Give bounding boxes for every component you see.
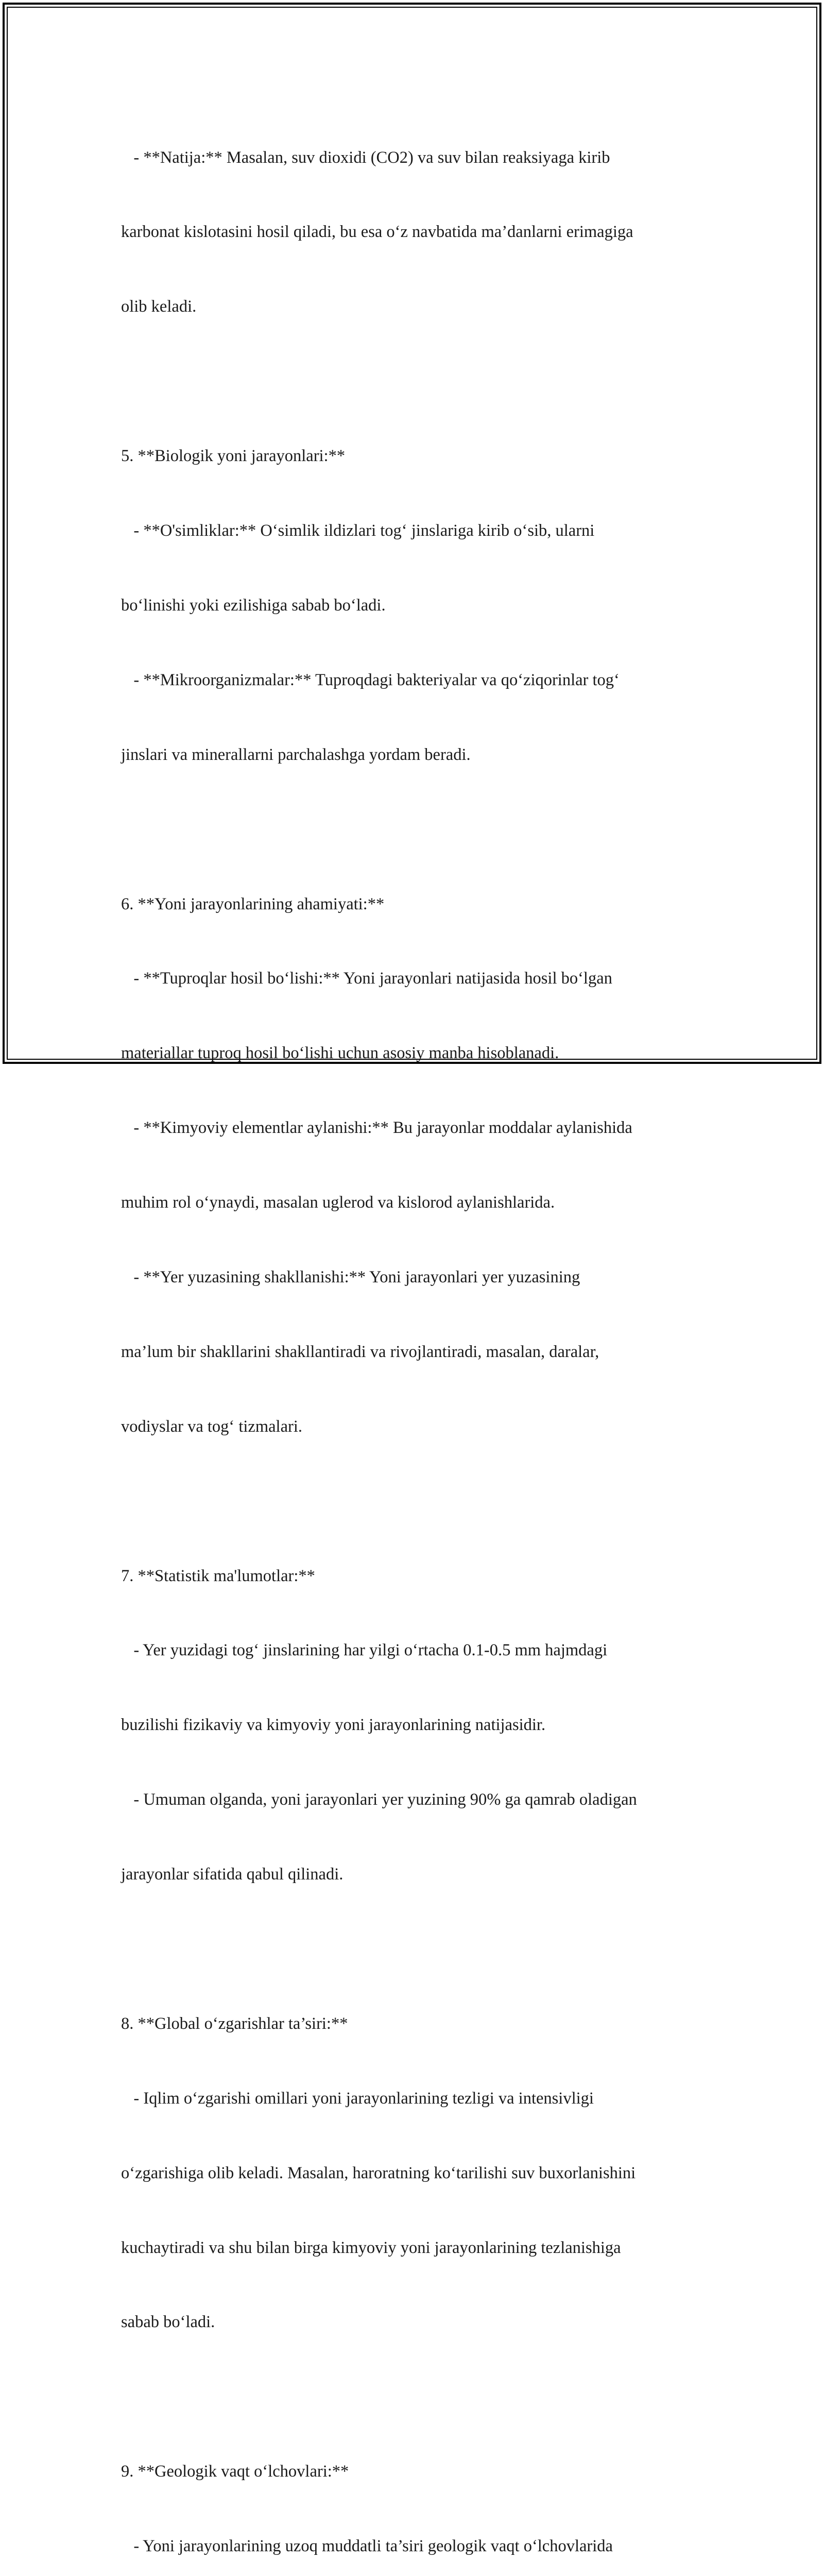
section-6-ahamiyati bbox=[121, 842, 713, 1489]
paragraph-natija bbox=[121, 95, 713, 369]
section-heading: 8. **Global o‘zgarishlar ta’siri:** bbox=[121, 2014, 348, 2033]
text-line: vodiyslar va tog‘ tizmalari. bbox=[121, 1417, 302, 1436]
text-line: kuchaytiradi va shu bilan birga kimyoviy yoni jarayonlarining tezlanishiga bbox=[121, 2238, 621, 2257]
text-line: - **Tuproqlar hosil bo‘lishi:** Yoni jarayonlari natijasida hosil bo‘lgan bbox=[121, 969, 612, 988]
text-line: buzilishi fizikaviy va kimyoviy yoni jarayonlarining natijasidir. bbox=[121, 1716, 546, 1735]
section-9-geologik bbox=[121, 2410, 713, 2576]
text-line: sabab bo‘ladi. bbox=[121, 2313, 215, 2332]
text-line: muhim rol o‘ynaydi, masalan uglerod va kislorod aylanishlarida. bbox=[121, 1193, 555, 1212]
section-5-biologik bbox=[121, 394, 713, 817]
text-line: jinslari va minerallarni parchalashga yordam beradi. bbox=[121, 745, 471, 764]
text-line: - **Natija:** Masalan, suv dioxidi (CO2) va suv bilan reaksiyaga kirib bbox=[121, 148, 610, 167]
text-line: - Umuman olganda, yoni jarayonlari yer yuzining 90% ga qamrab oladigan bbox=[121, 1790, 637, 1809]
text-line: - Iqlim o‘zgarishi omillari yoni jarayonlarining tezligi va intensivligi bbox=[121, 2089, 594, 2108]
text-line: - **Mikroorganizmalar:** Tuproqdagi bakteriyalar va qo‘ziqorinlar tog‘ bbox=[121, 670, 620, 689]
section-7-statistik bbox=[121, 1514, 713, 1937]
text-line: - Yoni jarayonlarining uzoq muddatli ta’siri geologik vaqt o‘lchovlarida bbox=[121, 2537, 613, 2556]
section-8-global bbox=[121, 1961, 713, 2384]
text-line: ma’lum bir shakllarini shakllantiradi va rivojlantiradi, masalan, daralar, bbox=[121, 1342, 599, 1361]
section-heading: 7. **Statistik ma'lumotlar:** bbox=[121, 1566, 315, 1585]
text-line: - **Yer yuzasining shakllanishi:** Yoni jarayonlari yer yuzasining bbox=[121, 1267, 580, 1286]
section-heading: 6. **Yoni jarayonlarining ahamiyati:** bbox=[121, 894, 385, 913]
section-heading: 9. **Geologik vaqt o‘lchovlari:** bbox=[121, 2462, 349, 2481]
section-heading: 5. **Biologik yoni jarayonlari:** bbox=[121, 447, 346, 466]
text-line: - **Kimyoviy elementlar aylanishi:** Bu jarayonlar moddalar aylanishida bbox=[121, 1118, 632, 1138]
text-line: - **O'simliklar:** O‘simlik ildizlari tog‘ jinslariga kirib o‘sib, ularni bbox=[121, 521, 595, 540]
text-line: materiallar tuproq hosil bo‘lishi uchun asosiy manba hisoblanadi. bbox=[121, 1044, 559, 1063]
document-body bbox=[121, 95, 713, 2576]
text-line: - Yer yuzidagi tog‘ jinslarining har yilgi o‘rtacha 0.1-0.5 mm hajmdagi bbox=[121, 1641, 608, 1660]
text-line: karbonat kislotasini hosil qiladi, bu esa o‘z navbatida ma’danlarni erimagiga bbox=[121, 223, 633, 242]
text-line: jarayonlar sifatida qabul qilinadi. bbox=[121, 1865, 344, 1884]
text-line: olib keladi. bbox=[121, 297, 197, 316]
text-line: bo‘linishi yoki ezilishiga sabab bo‘ladi. bbox=[121, 596, 386, 615]
text-line: o‘zgarishiga olib keladi. Masalan, haroratning ko‘tarilishi suv buxorlanishini bbox=[121, 2163, 636, 2182]
